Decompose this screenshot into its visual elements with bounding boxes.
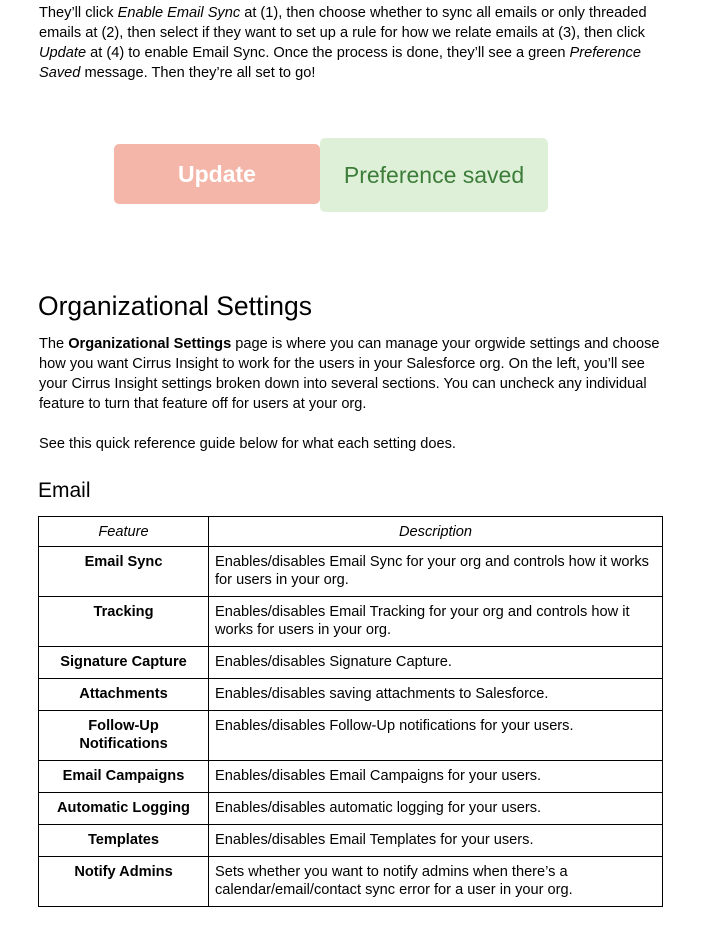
organizational-settings-heading: Organizational Settings bbox=[38, 291, 312, 321]
intro-update: Update bbox=[39, 45, 87, 61]
intro-preference-saved: Preference Saved bbox=[39, 45, 641, 81]
email-features-table bbox=[38, 516, 663, 907]
description-cell: Enables/disables automatic logging for your users. bbox=[209, 793, 663, 825]
feature-cell: Signature Capture bbox=[39, 647, 209, 679]
intro-text-2: at (1), then choose whether to sync all emails or only threaded emails at (2), then select if they want to set up a rule for how we relate emails at (3), then click bbox=[39, 5, 647, 41]
reference-guide-note: See this quick reference guide below for what each setting does. bbox=[39, 436, 456, 452]
table-row bbox=[39, 597, 663, 647]
table-row bbox=[39, 647, 663, 679]
description-cell: Enables/disables saving attachments to Salesforce. bbox=[209, 679, 663, 711]
description-cell: Sets whether you want to notify admins when there’s a calendar/email/contact sync error for a user in your org. bbox=[209, 857, 663, 907]
description-cell: Enables/disables Email Campaigns for your users. bbox=[209, 761, 663, 793]
table-row bbox=[39, 793, 663, 825]
description-cell: Enables/disables Email Templates for your users. bbox=[209, 825, 663, 857]
feature-cell: Email Sync bbox=[39, 547, 209, 597]
intro-text-4: message. Then they’re all set to go! bbox=[80, 65, 316, 81]
preference-saved-message: Preference saved bbox=[320, 138, 548, 212]
email-heading: Email bbox=[38, 479, 91, 502]
description-column-header: Description bbox=[209, 517, 663, 547]
table-header-row bbox=[39, 517, 663, 547]
feature-cell: Attachments bbox=[39, 679, 209, 711]
description-cell: Enables/disables Email Tracking for your org and controls how it works for users in your org. bbox=[209, 597, 663, 647]
feature-cell: Tracking bbox=[39, 597, 209, 647]
feature-cell: Automatic Logging bbox=[39, 793, 209, 825]
table-row bbox=[39, 711, 663, 761]
feature-cell: Email Campaigns bbox=[39, 761, 209, 793]
org-desc-bold: Organizational Settings bbox=[68, 336, 232, 352]
intro-paragraph bbox=[39, 3, 669, 83]
table-row bbox=[39, 547, 663, 597]
feature-cell: Templates bbox=[39, 825, 209, 857]
org-desc-after: page is where you can manage your orgwide settings and choose how you want Cirrus Insight to work for the users in your Salesforce org. On the left, you’ll see your Cirrus Insight settings broken down into several sections. You can uncheck any individual feature to turn that feature off for users at your org. bbox=[39, 336, 660, 412]
feature-column-header: Feature bbox=[39, 517, 209, 547]
update-demo-image bbox=[114, 138, 554, 214]
intro-text-1: They’ll click bbox=[39, 5, 118, 21]
description-cell: Enables/disables Email Sync for your org and controls how it works for users in your org. bbox=[209, 547, 663, 597]
description-cell: Enables/disables Follow-Up notifications for your users. bbox=[209, 711, 663, 761]
feature-cell: Follow-Up Notifications bbox=[39, 711, 209, 761]
update-button[interactable]: Update bbox=[114, 144, 320, 204]
table-row bbox=[39, 825, 663, 857]
table-row bbox=[39, 857, 663, 907]
intro-enable-email-sync: Enable Email Sync bbox=[117, 5, 241, 21]
feature-cell: Notify Admins bbox=[39, 857, 209, 907]
organizational-settings-description bbox=[39, 334, 669, 414]
intro-text-3: at (4) to enable Email Sync. Once the process is done, they’ll see a green bbox=[86, 45, 570, 61]
table-row bbox=[39, 761, 663, 793]
org-desc-before: The bbox=[39, 336, 69, 352]
table-row bbox=[39, 679, 663, 711]
description-cell: Enables/disables Signature Capture. bbox=[209, 647, 663, 679]
